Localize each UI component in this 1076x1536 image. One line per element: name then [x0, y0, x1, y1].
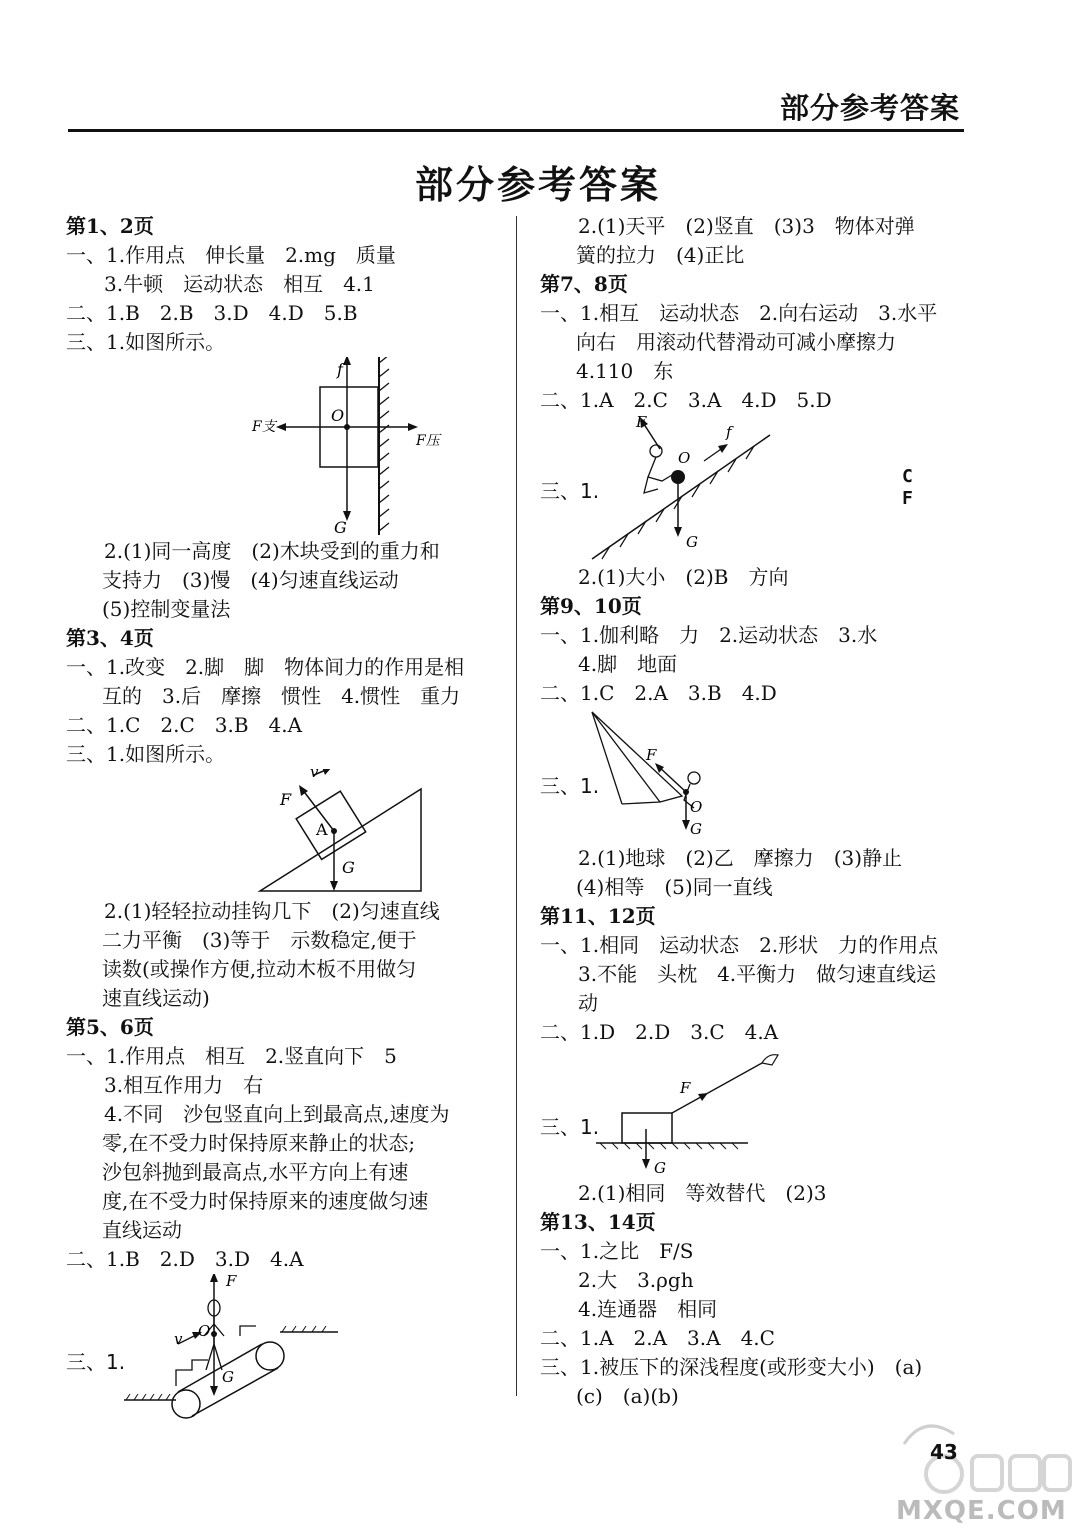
answer-line: 一、1.相同 运动状态 2.形状 力的作用点	[540, 933, 939, 957]
answer-line: 3.相互作用力 右	[104, 1073, 264, 1097]
answer-line: 一、1.伽利略 力 2.运动状态 3.水	[540, 623, 878, 647]
section-heading: 第3、4页	[66, 626, 154, 650]
header-rule	[68, 129, 964, 132]
answer-line: 簧的拉力 (4)正比	[576, 243, 745, 267]
fig-label-f: F	[680, 1079, 691, 1097]
answer-line: 一、1.作用点 伸长量 2.mg 质量	[66, 243, 396, 267]
fig-prefix: 三、1.	[66, 1350, 126, 1374]
section-heading: 第1、2页	[66, 214, 154, 238]
answer-line: 三、1.如图所示。	[66, 742, 226, 766]
answer-line: 三、1.如图所示。	[66, 330, 226, 354]
fig-label-g: G	[686, 533, 698, 551]
answer-line: 一、1.改变 2.脚 脚 物体间力的作用是相	[66, 655, 465, 679]
fig-label-g: G	[654, 1159, 666, 1177]
fig-label-f: f	[337, 360, 343, 379]
fig-label-g: G	[342, 858, 355, 877]
answer-line: 二、1.D 2.D 3.C 4.A	[540, 1020, 779, 1044]
fig-label-g: G	[222, 1368, 234, 1386]
page-number: 43	[930, 1440, 958, 1464]
fig-label-f: F	[226, 1274, 237, 1290]
answer-line: 2.大 3.ρgh	[578, 1268, 694, 1292]
answer-line: 4.不同 沙包竖直向上到最高点,速度为	[104, 1102, 450, 1126]
figure-box-wall	[66, 357, 506, 537]
figure-incline-block	[66, 769, 506, 897]
answer-line: (4)相等 (5)同一直线	[576, 875, 773, 899]
answer-line: 支持力 (3)慢 (4)匀速直线运动	[102, 568, 399, 592]
answer-line: 互的 3.后 摩擦 惯性 4.惯性 重力	[102, 684, 461, 708]
section-heading: 第9、10页	[540, 594, 642, 618]
column-divider	[516, 216, 517, 1396]
fig-prefix: 三、1.	[540, 479, 600, 503]
figure-slope-climber	[540, 415, 980, 563]
answer-line: (5)控制变量法	[102, 597, 231, 621]
stray-marks: C F	[902, 466, 913, 509]
fig-label-f: F	[646, 746, 657, 764]
answer-line: 直线运动	[102, 1218, 182, 1242]
section-heading: 第7、8页	[540, 272, 628, 296]
answer-line: 2.(1)相同 等效替代 (2)3	[578, 1181, 827, 1205]
fig-prefix: 三、1.	[540, 1115, 600, 1139]
right-column	[540, 212, 980, 1411]
answer-line: 一、1.之比 F/S	[540, 1239, 694, 1263]
fig-label-f: F	[636, 415, 647, 431]
fig-label-f-small: f	[726, 423, 732, 441]
answer-line: 二、1.A 2.A 3.A 4.C	[540, 1326, 775, 1350]
answer-line: 零,在不受力时保持原来静止的状态;	[102, 1131, 416, 1155]
figure-pull-box	[540, 1047, 980, 1179]
answer-line: 2.(1)大小 (2)B 方向	[578, 565, 789, 589]
left-column	[66, 212, 506, 1424]
fig-label-a: A	[316, 820, 328, 839]
watermark-url: MXQE.COM	[896, 1496, 1067, 1526]
answer-line: 向右 用滚动代替滑动可减小摩擦力	[576, 330, 896, 354]
fig-label-f-support: F支	[252, 419, 276, 435]
answer-line: 三、1.被压下的深浅程度(或形变大小) (a)	[540, 1355, 923, 1379]
figure-escalator	[66, 1274, 506, 1424]
page-title: 部分参考答案	[414, 163, 661, 207]
answer-line: 二、1.B 2.D 3.D 4.A	[66, 1247, 304, 1271]
answer-line: 度,在不受力时保持原来的速度做匀速	[102, 1189, 429, 1213]
answer-line: 动	[578, 991, 598, 1015]
fig-label-f: F	[280, 790, 292, 809]
answer-line: 二、1.B 2.B 3.D 4.D 5.B	[66, 301, 358, 325]
fig-label-f-press: F压	[416, 433, 440, 449]
answer-line: 二、1.C 2.C 3.B 4.A	[66, 713, 303, 737]
fig-label-v: v	[310, 769, 319, 781]
answer-line: 4.脚 地面	[578, 652, 678, 676]
figure-kite	[540, 708, 980, 844]
answer-line: 一、1.作用点 相互 2.竖直向下 5	[66, 1044, 397, 1068]
answer-line: 3.牛顿 运动状态 相互 4.1	[104, 272, 375, 296]
answer-line: (c) (a)(b)	[576, 1384, 679, 1408]
fig-label-o: O	[678, 449, 691, 467]
section-heading: 第5、6页	[66, 1015, 154, 1039]
answer-line: 4.连通器 相同	[578, 1297, 718, 1321]
answer-line: 4.110 东	[576, 359, 674, 383]
answer-line: 一、1.相互 运动状态 2.向右运动 3.水平	[540, 301, 938, 325]
fig-label-g: G	[690, 820, 702, 838]
fig-label-o: O	[198, 1322, 211, 1340]
answer-line: 二、1.A 2.C 3.A 4.D 5.D	[540, 388, 832, 412]
fig-label-o: O	[690, 798, 703, 816]
answer-line: 2.(1)同一高度 (2)木块受到的重力和	[104, 539, 440, 563]
section-heading: 第13、14页	[540, 1210, 656, 1234]
answer-line: 二力平衡 (3)等于 示数稳定,便于	[102, 928, 417, 952]
running-head: 部分参考答案	[779, 91, 960, 125]
fig-label-v: v	[174, 1330, 183, 1348]
answer-line: 沙包斜抛到最高点,水平方向上有速	[102, 1160, 409, 1184]
answer-line: 2.(1)轻轻拉动挂钩几下 (2)匀速直线	[104, 899, 440, 923]
answer-line: 二、1.C 2.A 3.B 4.D	[540, 681, 777, 705]
answer-line: 读数(或操作方便,拉动木板不用做匀	[102, 957, 417, 981]
fig-label-o: O	[331, 406, 345, 425]
answer-line: 速直线运动)	[102, 986, 210, 1010]
answer-line: 3.不能 头枕 4.平衡力 做匀速直线运	[578, 962, 937, 986]
answer-line: 2.(1)天平 (2)竖直 (3)3 物体对弹	[578, 214, 915, 238]
section-heading: 第11、12页	[540, 904, 656, 928]
answer-line: 2.(1)地球 (2)乙 摩擦力 (3)静止	[578, 846, 903, 870]
fig-label-g: G	[334, 518, 347, 537]
fig-prefix: 三、1.	[540, 774, 600, 798]
